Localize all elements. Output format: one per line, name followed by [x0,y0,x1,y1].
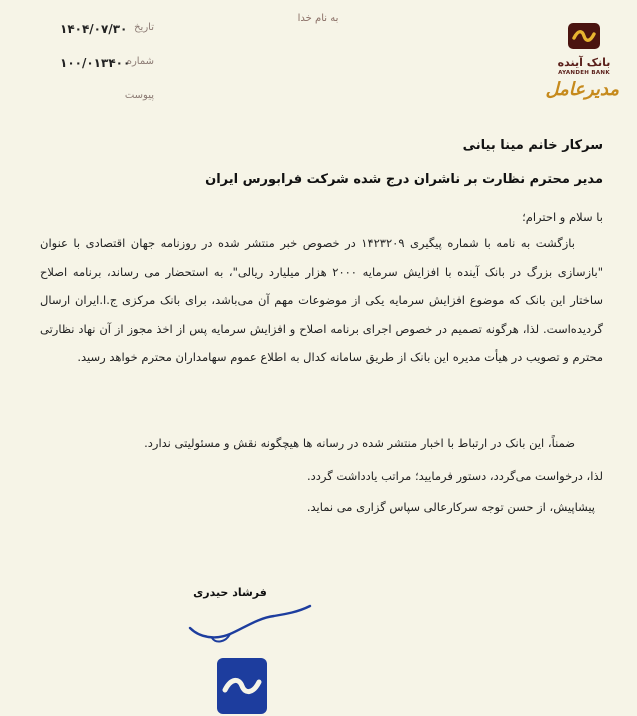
ceo-signature-text: مدیرعامل [545,79,619,100]
bank-logo [545,22,619,100]
paragraph-note: ضمناً، این بانک در ارتباط با اخبار منتشر شده در رسانه ها هیچگونه نقش و مسئولیتی ندارد. [144,436,575,450]
bank-name-fa: بانک آینده [557,56,611,69]
bank-name-en: AYANDEH BANK [558,70,610,76]
handwritten-signature [186,598,316,646]
paragraph-main: بازگشت به نامه با شماره پیگیری ۱۴۲۳۲۰۹ در خصوص خبر منتشر شده در روزنامه جهان اقتصادی با عنوان "بازسازی بزرگ در بانک آینده با افزایش سرمایه ۲۰۰۰ هزار میلیارد ریالی"، به استحضار می رساند، برنامه اصلاح ساختار این بانک که موضوع افزایش سرمایه یکی از موضوعات مهم آن می‌باشد، برای بانک مرکزی ج.ا.ایران ارسال گردیده‌است. لذا، هرگونه تصمیم در خصوص اجرای برنامه اصلاح و افزایش سرمایه پس از اخذ مجوز از آن نهاد نظارتی محترم و تصویب در هیأت مدیره این بانک از طریق سامانه کدال به اطلاع عموم سهامداران محترم خواهد رسید. [40,236,603,365]
letter-meta [14,22,154,124]
paragraph-thanks: پیشاپیش، از حسن توجه سرکارعالی سپاس گزاری می نماید. [306,500,595,514]
number-row [14,56,154,90]
attachment-row [14,90,154,124]
signer-name: فرشاد حیدری [193,586,267,599]
recipient-name: سرکار خانم مینا بیانی [462,138,603,153]
greeting: با سلام و احترام؛ [522,210,603,224]
paragraph-request: لذا، درخواست می‌گردد، دستور فرمایید؛ مراتب یادداشت گردد. [307,469,603,483]
bank-stamp-icon [215,656,269,716]
date-value: ۱۴۰۴/۰۷/۳۰ [60,22,128,36]
number-label: شماره [126,56,154,67]
recipient-position: مدیر محترم نظارت بر ناشران درج شده شرکت فرابورس ایران [205,172,603,187]
date-label: تاریخ [134,22,154,33]
date-row [14,22,154,56]
attachment-label: پیوست [124,90,154,101]
bank-logo-icon [567,22,601,50]
number-value: ۱۰۰/۰۱۳۴۰۰ [60,56,131,70]
invocation-text: به نام خدا [297,13,339,24]
